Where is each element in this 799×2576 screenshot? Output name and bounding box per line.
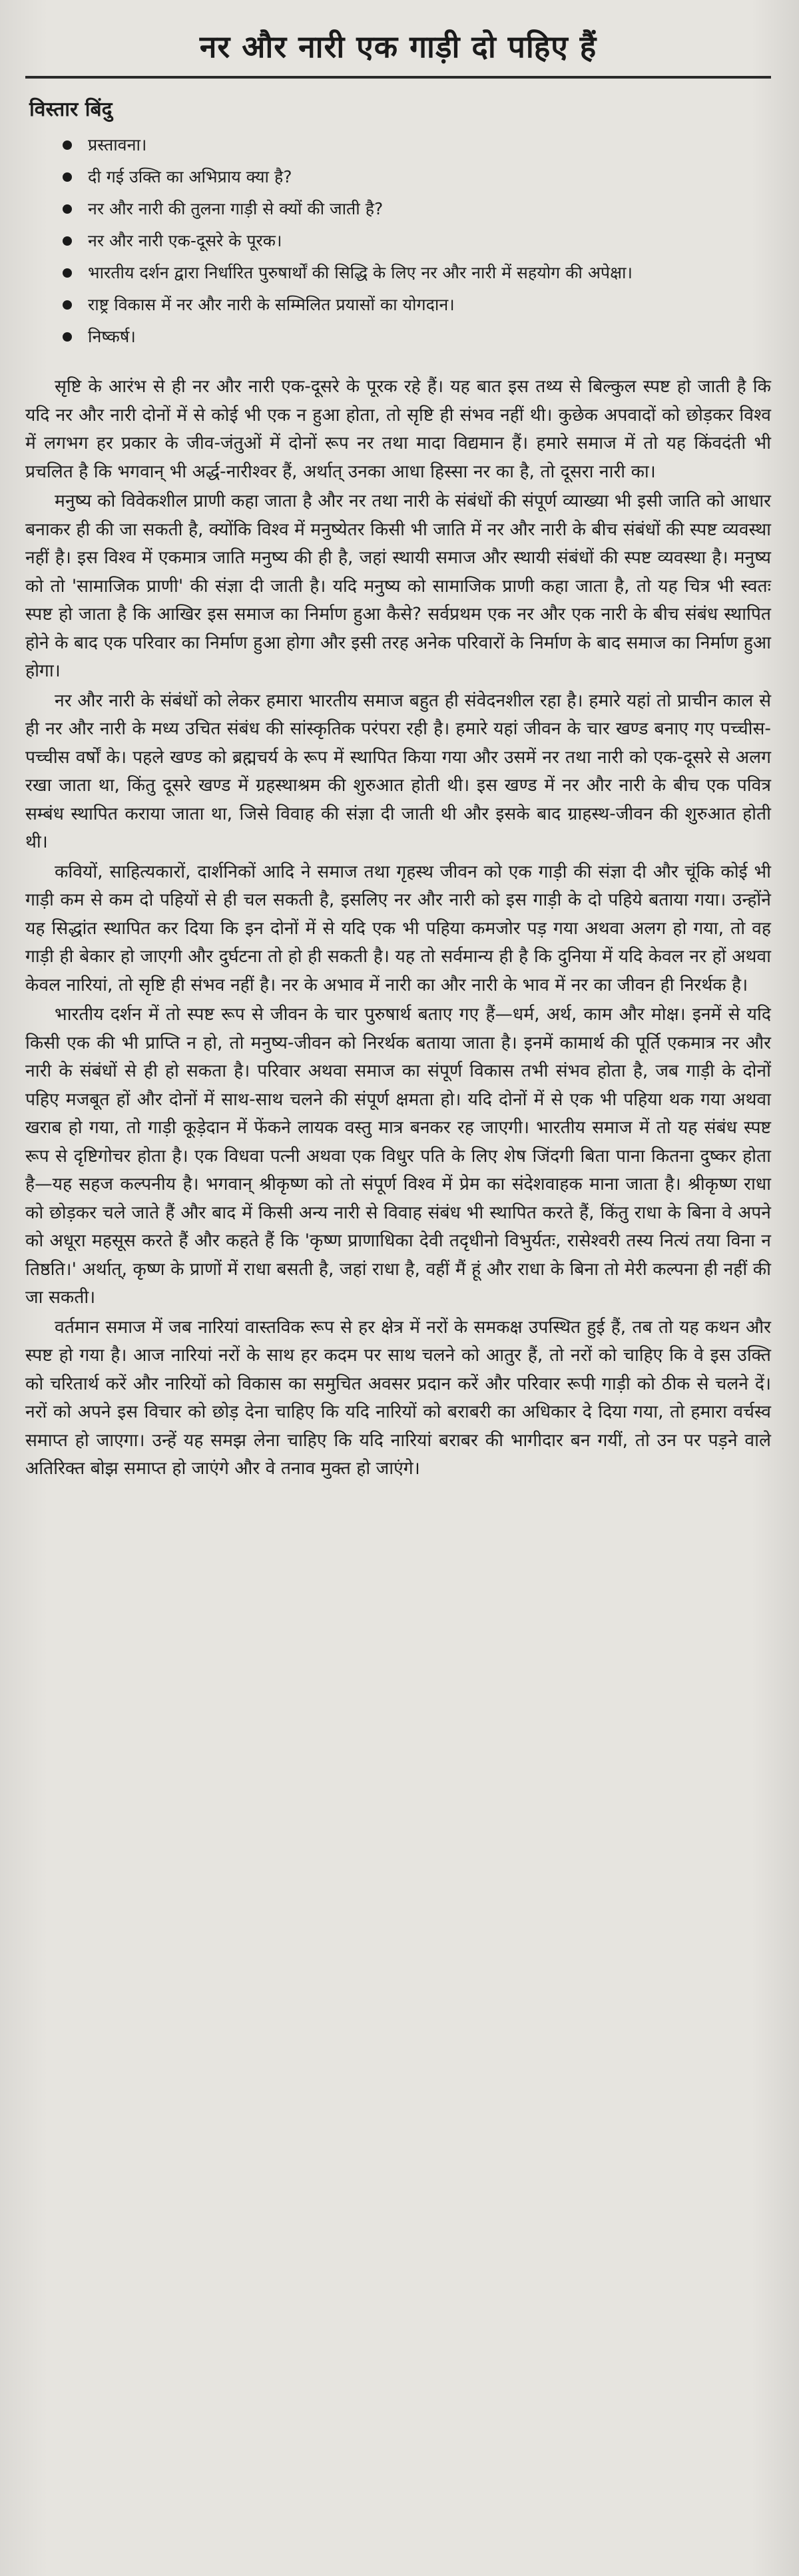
page-title: नर और नारी एक गाड़ी दो पहिए हैं — [199, 29, 597, 65]
list-item-text: नर और नारी की तुलना गाड़ी से क्यों की जाती है? — [88, 199, 384, 218]
title-underline — [25, 76, 771, 79]
list-item — [63, 193, 771, 225]
bullet-icon — [63, 300, 72, 310]
bullet-icon — [63, 204, 72, 214]
list-item-text: राष्ट्र विकास में नर और नारी के सम्मिलित प्रयासों का योगदान। — [88, 295, 455, 314]
paragraph-present-society: वर्तमान समाज में जब नारियां वास्तविक रूप से हर क्षेत्र में नरों के समकक्ष उपस्थित हुई हैं, तब तो यह कथन और स्पष्ट हो गया है। आज नारियां नरों के साथ हर कदम पर साथ चलने को आतुर हैं, तो नरों को चाहिए कि वे इस उक्ति को चरितार्थ करें और नारियों को विकास का समुचित अवसर प्रदान करें और परिवार रूपी गाड़ी को ठीक से चलने दें। नरों को अपने इस विचार को छोड़ देना चाहिए कि यदि नारियों को बराबरी का अधिकार दे दिया गया, तो हमारा वर्चस्व समाप्त हो जाएगा। उन्हें यह समझ लेना चाहिए कि यदि नारियां बराबर की भागीदार बन गयीं, तो उन पर पड़ने वाले अतिरिक्त बोझ समाप्त हो जाएंगे और वे तनाव मुक्त हो जाएंगे। — [25, 1316, 771, 1479]
paragraph-purusharth: भारतीय दर्शन में तो स्पष्ट रूप से जीवन के चार पुरुषार्थ बताए गए हैं—धर्म, अर्थ, काम और मोक्ष। इनमें से यदि किसी एक की भी प्राप्ति न हो, तो मनुष्य-जीवन को निरर्थक बताया जाता है। इनमें कामार्थ की पूर्ति एकमात्र नर और नारी के संबंधों से ही हो सकता है। परिवार अथवा समाज का संपूर्ण विकास तभी संभव होता है, जब गाड़ी के दोनों पहिए मजबूत हों और दोनों में साथ-साथ चलने की संपूर्ण क्षमता हो। यदि दोनों में से एक भी पहिया थक गया अथवा खराब हो गया, तो गाड़ी कूड़ेदान में फेंकने लायक वस्तु मात्र बनकर रह जाएगी। भारतीय समाज में तो यह संबंध स्पष्ट रूप से दृष्टिगोचर होता है। एक विधवा पत्नी अथवा एक विधुर पति के लिए शेष जिंदगी बिता पाना कितना दुष्कर होता है—यह सहज कल्पनीय है। भगवान् श्रीकृष्ण को तो संपूर्ण विश्व में प्रेम का संदेशवाहक माना जाता है। श्रीकृष्ण राधा को छोड़कर चले जाते हैं और बाद में किसी अन्य नारी से विवाह संबंध भी स्थापित करते हैं, किंतु राधा के बिना वे अपने को अधूरा महसूस करते हैं और कहते हैं कि 'कृष्ण प्राणाधिका देवी तदृधीनो विभुर्यतः, रासेश्वरी तस्य नित्यं तया विना न तिष्ठति।' अर्थात्, कृष्ण के प्राणों में राधा बसती है, जहां राधा है, वहीं मैं हूं और राधा के बिना तो मेरी कल्पना ही नहीं की जा सकती। — [25, 1004, 771, 1308]
essay-body — [25, 373, 771, 1483]
list-item-text: नर और नारी एक-दूसरे के पूरक। — [88, 231, 282, 250]
list-item — [63, 161, 771, 193]
paragraph-indian-society: नर और नारी के संबंधों को लेकर हमारा भारतीय समाज बहुत ही संवेदनशील रहा है। हमारे यहां तो प्राचीन काल से ही नर और नारी के मध्य उचित संबंध की सांस्कृतिक परंपरा रही है। हमारे यहां जीवन के चार खण्ड बनाए गए पच्चीस-पच्चीस वर्षों के। पहले खण्ड को ब्रह्मचर्य के रूप में स्थापित किया गया और उसमें नर तथा नारी को एक-दूसरे से अलग रखा जाता था, किंतु दूसरे खण्ड में ग्रहस्थाश्रम की शुरुआत होती थी। इस खण्ड में नर और नारी के बीच एक पवित्र सम्बंध स्थापित कराया जाता था, जिसे विवाह की संज्ञा दी जाती थी और इसके बाद ग्राहस्थ-जीवन की शुरुआत होती थी। — [25, 690, 771, 852]
list-item — [63, 225, 771, 257]
paragraph-vehicle-analogy: कवियों, साहित्यकारों, दार्शनिकों आदि ने समाज तथा गृहस्थ जीवन को एक गाड़ी की संज्ञा दी और चूंकि कोई भी गाड़ी कम से कम दो पहियों से ही चल सकती है, इसलिए नर और नारी को इस गाड़ी के दो पहिये बताया गया। उन्होंने यह सिद्धांत स्थापित कर दिया कि इन दोनों में से यदि एक भी पहिया कमजोर पड़ गया अथवा अलग हो गया, तो वह गाड़ी ही बेकार हो जाएगी और दुर्घटना तो हो ही सकती है। यह तो सर्वमान्य ही है कि दुनिया में यदि केवल नर हों अथवा केवल नारियां, तो सृष्टि ही संभव नहीं है। नर के अभाव में नारी का और नारी के भाव में नर का जीवन ही निरर्थक है। — [25, 861, 771, 995]
list-item-text: भारतीय दर्शन द्वारा निर्धारित पुरुषार्थों की सिद्धि के लिए नर और नारी में सहयोग की अपेक्षा। — [88, 263, 633, 282]
bullet-icon — [63, 268, 72, 278]
bullet-icon — [63, 332, 72, 342]
vistar-bindu-heading: विस्तार बिंदु — [29, 98, 113, 121]
list-item — [63, 289, 771, 321]
vistar-bindu-list — [25, 129, 771, 353]
list-item — [63, 129, 771, 161]
list-item-text: दी गई उक्ति का अभिप्राय क्या है? — [88, 167, 292, 186]
list-item — [63, 257, 771, 289]
paragraph-social-being: मनुष्य को विवेकशील प्राणी कहा जाता है और नर तथा नारी के संबंधों की संपूर्ण व्याख्या भी इसी जाति को आधार बनाकर ही की जा सकती है, क्योंकि विश्व में मनुष्येतर किसी भी जाति में नर और नारी के बीच संबंधों की स्पष्ट व्यवस्था नहीं है। इस विश्व में एकमात्र जाति मनुष्य की ही है, जहां स्थायी समाज और स्थायी संबंधों की स्पष्ट व्यवस्था है। मनुष्य को तो 'सामाजिक प्राणी' की संज्ञा दी जाती है। यदि मनुष्य को सामाजिक प्राणी कहा जाता है, तो यह चित्र भी स्वतः स्पष्ट हो जाता है कि आखिर इस समाज का निर्माण हुआ कैसे? सर्वप्रथम एक नर और एक नारी के बीच संबंध स्थापित होने के बाद एक परिवार का निर्माण हुआ होगा और इसी तरह अनेक परिवारों के निर्माण के बाद समाज का निर्माण हुआ होगा। — [25, 491, 771, 681]
bullet-icon — [63, 172, 72, 182]
list-item-text: निष्कर्ष। — [88, 327, 136, 346]
bullet-icon — [63, 236, 72, 246]
list-item-text: प्रस्तावना। — [88, 135, 147, 154]
list-item — [63, 321, 771, 353]
paragraph-intro: सृष्टि के आरंभ से ही नर और नारी एक-दूसरे के पूरक रहे हैं। यह बात इस तथ्य से बिल्कुल स्पष्ट हो जाती है कि यदि नर और नारी दोनों में से कोई भी एक न हुआ होता, तो सृष्टि ही संभव नहीं थी। कुछेक अपवादों को छोड़कर विश्व में लगभग हर प्रकार के जीव-जंतुओं में दोनों रूप नर तथा मादा विद्यमान हैं। हमारे समाज में तो यह किंवदंती भी प्रचलित है कि भगवान् भी अर्द्ध-नारीश्वर हैं, अर्थात् उनका आधा हिस्सा नर का है, तो दूसरा नारी का। — [25, 376, 771, 482]
bullet-icon — [63, 140, 72, 150]
